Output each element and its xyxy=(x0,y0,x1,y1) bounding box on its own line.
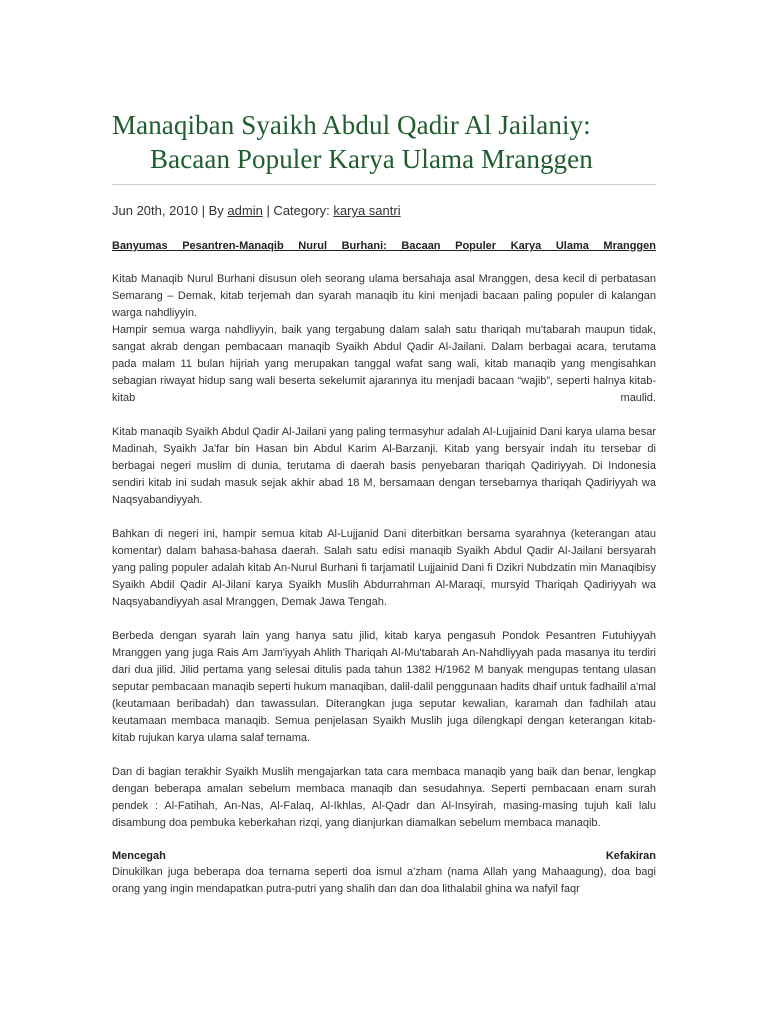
post-date: Jun 20th, 2010 | By xyxy=(112,203,228,218)
post-meta xyxy=(112,202,656,220)
title-divider xyxy=(112,184,656,185)
author-link[interactable]: admin xyxy=(227,203,263,218)
article-page xyxy=(112,0,656,898)
category-prefix: | Category: xyxy=(262,203,334,218)
section-heading-left: Mencegah xyxy=(112,850,166,862)
article-title-line1: Manaqiban Syaikh Abdul Qadir Al Jailaniy: xyxy=(112,110,591,140)
paragraph-1: Kitab Manaqib Nurul Burhani disusun oleh seorang ulama bersahaja asal Mranggen, desa kecil di perbatasan Semarang – Demak, kitab terjemah dan syarah manaqib itu kini menjadi bacaan paling populer di kalangan warga nahdliyyin. xyxy=(112,273,656,319)
paragraph-6: Dan di bagian terakhir Syaikh Muslih mengajarkan tata cara membaca manaqib yang baik dan benar, lengkap dengan beberapa amalan sebelum membaca manaqib dan sesudahnya. Seperti pembacaan enam surah pendek : Al-Fatihah, An-Nas, Al-Falaq, Al-Ikhlas, Al-Qadr dan Al-Insyirah, masing-masing tujuh kali lalu disambung doa pembuka keberkahan rizqi, yang dianjurkan diamalkan sebelum membaca manaqib. xyxy=(112,766,656,829)
article-title xyxy=(112,0,656,176)
paragraph-7: Dinukilkan juga beberapa doa ternama seperti doa ismul a'zham (nama Allah yang Mahaagung), doa bagi orang yang ingin mendapatkan putra-putri yang shalih dan dan doa lithalabil ghina wa nafyil faqr xyxy=(112,866,656,895)
paragraph-2: Hampir semua warga nahdliyyin, baik yang tergabung dalam salah satu thariqah mu'tabarah maupun tidak, sangat akrab dengan pembacaan manaqib Syaikh Abdul Qadir Al-Jailani. Dalam berbagai acara, terutama pada malam 11 bulan hijriah yang merupakan tanggal wafat sang wali, kitab manaqib yang mengisahkan sebagian riwayat hidup sang wali beserta sekelumit ajarannya itu menjadi bacaan “wajib”, seperti halnya kitab-kitab maulid. xyxy=(112,324,656,404)
article-title-line2: Bacaan Populer Karya Ulama Mranggen xyxy=(150,144,593,174)
paragraph-3: Kitab manaqib Syaikh Abdul Qadir Al-Jailani yang paling termasyhur adalah Al-Lujjainid Dani karya ulama besar Madinah, Syaikh Ja'far bin Hasan bin Abdul Karim Al-Barzanji. Kitab yang bersyair indah itu tersebar di berbagai negeri muslim di dunia, terutama di daerah basis penyebaran thariqah Qadiriyyah. Di Indonesia sendiri kitab ini sudah masuk sejak akhir abad 18 M, bersamaan dengan tersebarnya thariqah Qadiriyyah wa Naqsyabandiyyah. xyxy=(112,426,656,506)
paragraph-4: Bahkan di negeri ini, hampir semua kitab Al-Lujjanid Dani diterbitkan bersama syarahnya (keterangan atau komentar) dalam bahasa-bahasa daerah. Salah satu edisi manaqib Syaikh Abdul Qadir Al-Jailani bersyarah yang paling populer adalah kitab An-Nurul Burhani fi tarjamatil Lujjainid Dani fi Dzikri Nubdzatin min Manaqibisy Syaikh Abdil Qadir Al-Jilani karya Syaikh Muslih Abdurrahman Al-Maraqi, mursyid Thariqah Qadiriyyah wa Naqsyabandiyyah asal Mranggen, Demak Jawa Tengah. xyxy=(112,528,656,608)
section-heading-right: Kefakiran xyxy=(605,850,656,862)
article-subheading: Banyumas Pesantren-Manaqib Nurul Burhani: Bacaan Populer Karya Ulama Mranggen xyxy=(112,240,656,252)
section-heading xyxy=(112,849,656,864)
category-link[interactable]: karya santri xyxy=(333,203,401,218)
paragraph-5: Berbeda dengan syarah lain yang hanya satu jilid, kitab karya pengasuh Pondok Pesantren Futuhiyyah Mranggen yang juga Rais Am Jam'iyyah Ahlith Thariqah Al-Mu'tabarah An-Nahdliyyah pada masanya itu terdiri dari dua jilid. Jilid pertama yang selesai ditulis pada tahun 1382 H/1962 M banyak mengupas tentang ulasan seputar pembacaan manaqib seperti hukum manaqiban, dalil-dalil penggunaan hadits dhaif untuk fadhailil a'mal (keutamaan beribadah) dan tawassulan. Diterangkan juga seputar kewalian, karamah dan fadhilah atau keutamaan membaca manaqib. Semua penjelasan Syaikh Muslih juga dilengkapi dengan keterangan kitab-kitab rujukan karya ulama salaf ternama. xyxy=(112,630,656,744)
